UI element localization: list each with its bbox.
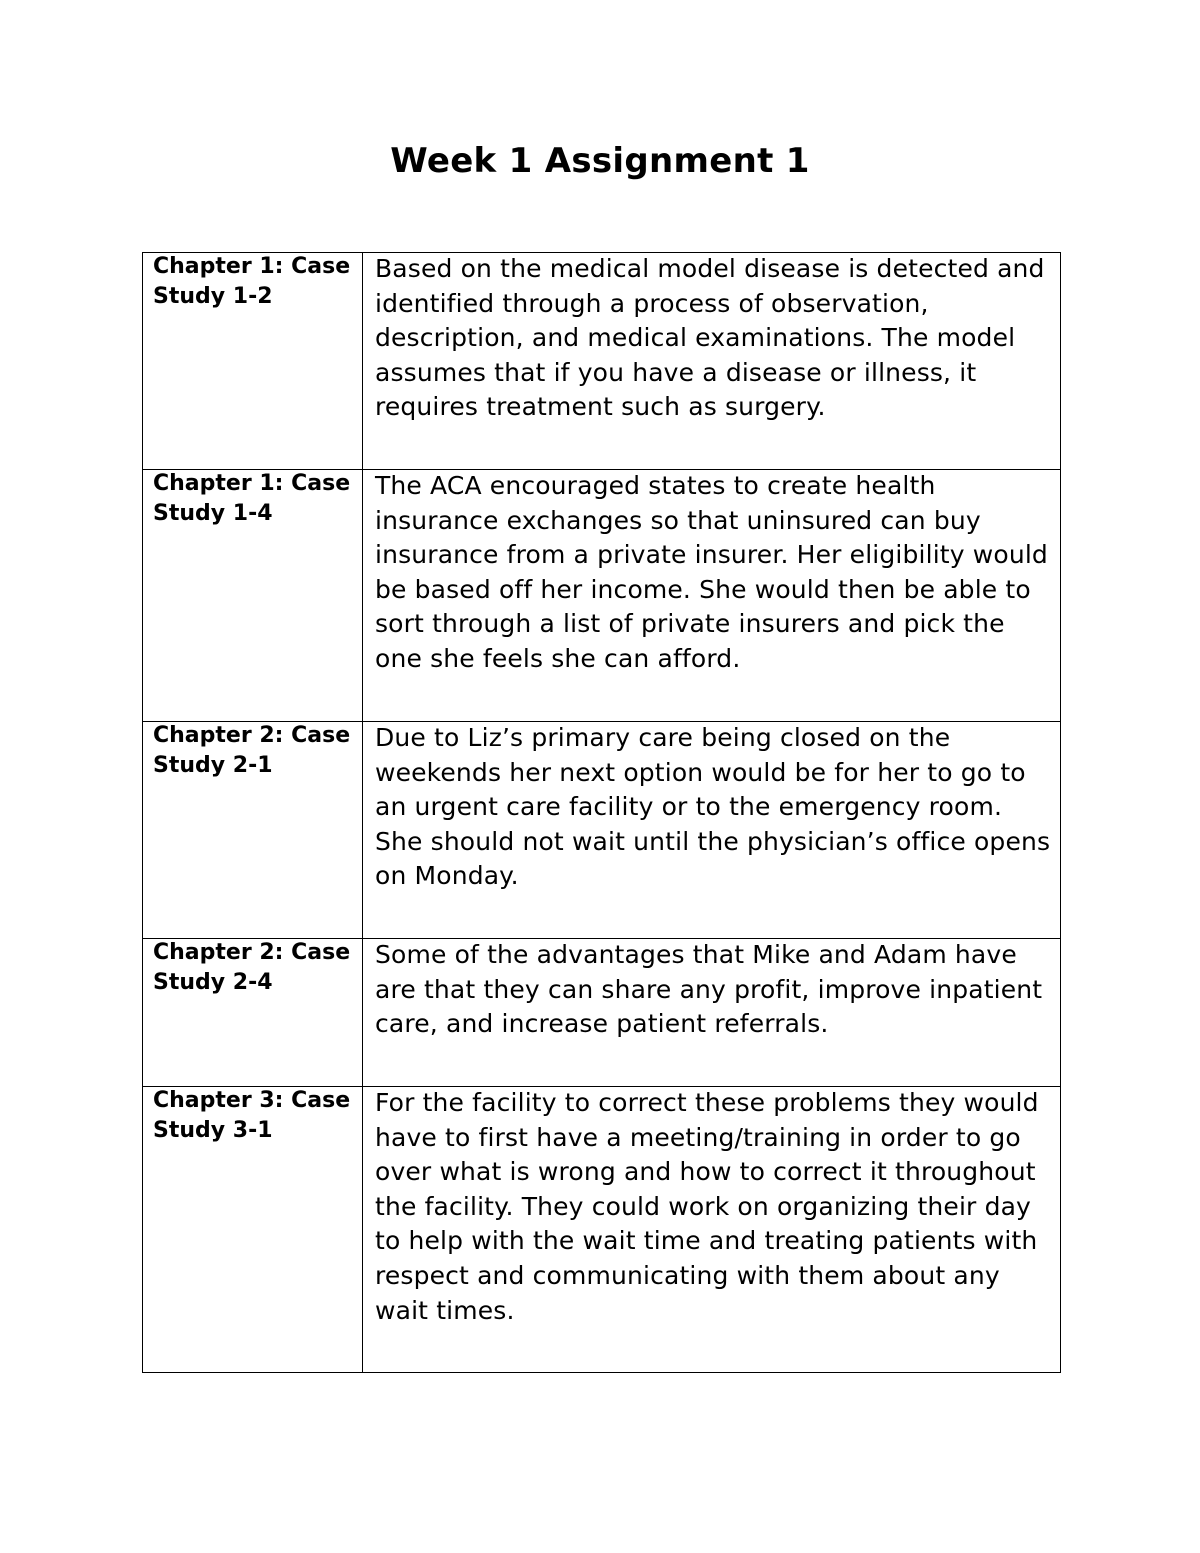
page-title: Week 1 Assignment 1 [390, 141, 810, 181]
answer-text: Due to Liz’s primary care being closed on the weekends her next option would be for her to go to an urgent care facility or to the emergency room. She should not wait until the physician’s office opens on Monday. [375, 723, 1051, 891]
answer-text: For the facility to correct these problems they would have to first have a meeting/training in order to go over what is wrong and how to correct it throughout the facility. They could work on organizing their day to help with the wait time and treating patients with respect and communicating with them about any wait times. [375, 1088, 1039, 1325]
case-label-cell [143, 722, 363, 939]
case-label-cell [143, 470, 363, 722]
answer-text: The ACA encouraged states to create health insurance exchanges so that uninsured can buy insurance from a private insurer. Her eligibility would be based off her income. She would then be able to sort through a list of private insurers and pick the one she feels she can afford. [375, 471, 1048, 673]
case-label: Chapter 2: Case Study 2-1 [153, 723, 351, 778]
case-label: Chapter 1: Case Study 1-2 [153, 254, 351, 309]
table-row [143, 939, 1061, 1087]
case-label: Chapter 3: Case Study 3-1 [153, 1088, 351, 1143]
case-label-cell [143, 253, 363, 470]
case-label-cell [143, 1087, 363, 1373]
answer-cell [363, 253, 1061, 470]
case-study-table [142, 252, 1061, 1373]
answer-cell [363, 939, 1061, 1087]
answer-cell [363, 1087, 1061, 1373]
table-row [143, 470, 1061, 722]
answer-cell [363, 722, 1061, 939]
case-label-cell [143, 939, 363, 1087]
answer-text: Some of the advantages that Mike and Adam have are that they can share any profit, improve inpatient care, and increase patient referrals. [375, 940, 1043, 1039]
answer-cell [363, 470, 1061, 722]
table-row [143, 722, 1061, 939]
case-label: Chapter 1: Case Study 1-4 [153, 471, 351, 526]
answer-text: Based on the medical model disease is detected and identified through a process of observation, description, and medical examinations. The model assumes that if you have a disease or illness, it requires treatment such as surgery. [375, 254, 1045, 422]
case-label: Chapter 2: Case Study 2-4 [153, 940, 351, 995]
table-row [143, 253, 1061, 470]
table-row [143, 1087, 1061, 1373]
